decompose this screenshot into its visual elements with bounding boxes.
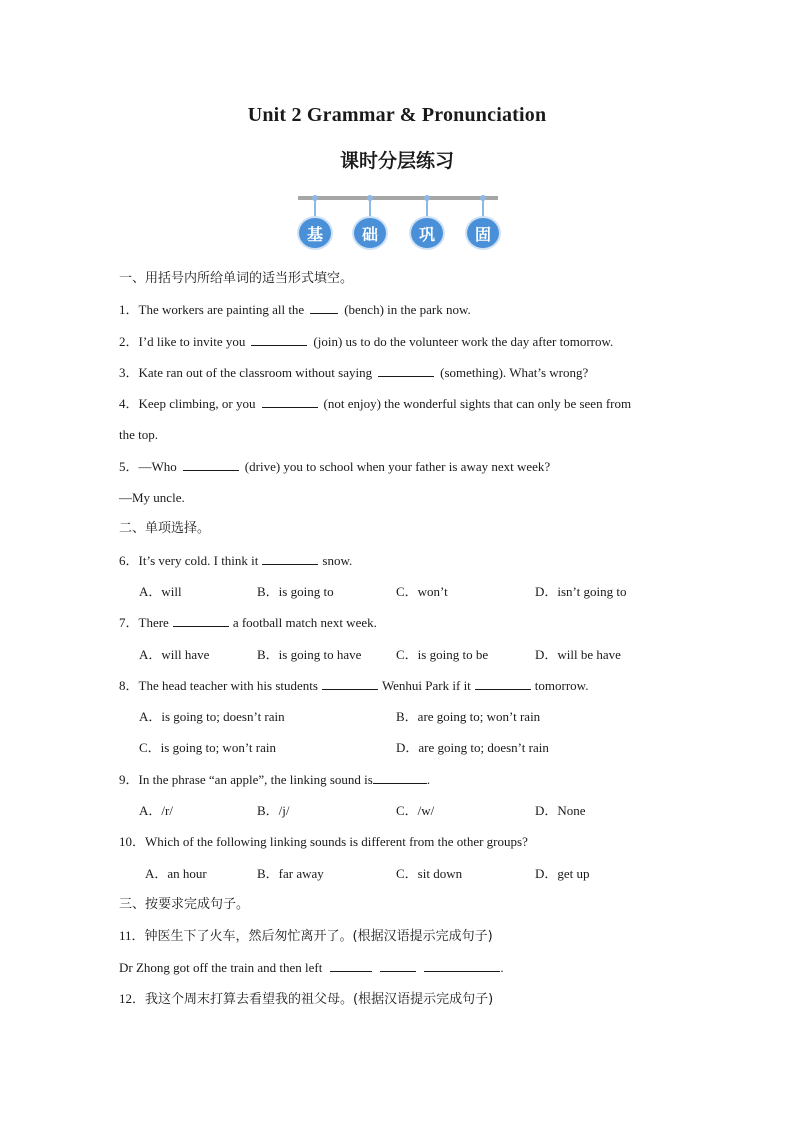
badge-gu: 固 (465, 216, 501, 250)
question-4-continued (119, 419, 689, 450)
question-text: Which of the following linking sounds is different from the other groups? (145, 834, 528, 850)
question-11 (119, 920, 689, 951)
option-c[interactable]: C．is going to; won’t rain (139, 740, 276, 756)
option-b[interactable]: B．is going to (257, 583, 334, 599)
page-title: Unit 2 Grammar & Pronunciation (247, 104, 547, 126)
question-10 (119, 826, 689, 857)
answer-blank[interactable] (322, 676, 378, 690)
answer-blank[interactable] (380, 958, 416, 972)
question-6 (119, 545, 689, 576)
answer-blank[interactable] (262, 551, 318, 565)
question-5 (119, 451, 689, 482)
question-number: 8． (119, 677, 139, 693)
question-text: . (426, 771, 431, 787)
question-number: 4． (119, 396, 139, 412)
banner-stem (369, 199, 371, 217)
option-c[interactable]: C．is going to be (396, 646, 489, 662)
question-11-sentence (119, 952, 689, 983)
question-number: 5． (119, 458, 139, 474)
question-8 (119, 670, 689, 701)
answer-blank[interactable] (373, 770, 427, 784)
question-number: 10． (119, 834, 146, 850)
option-c[interactable]: C．won’t (396, 583, 448, 599)
question-text: tomorrow. (534, 677, 589, 693)
question-7-options (119, 639, 689, 670)
option-a[interactable]: A．will have (139, 646, 210, 662)
question-2 (119, 326, 689, 357)
option-b[interactable]: B．is going to have (257, 646, 362, 662)
section-heading-2: 二、单项选择。 (119, 521, 211, 537)
question-text: (not enjoy) the wonderful sights that can only be seen from (323, 396, 632, 412)
question-6-options (119, 576, 689, 607)
answer-blank[interactable] (378, 363, 434, 377)
question-text: —Who (138, 458, 177, 474)
option-b[interactable]: B．/j/ (257, 803, 290, 819)
question-10-options (119, 858, 689, 889)
badge-ji: 基 (297, 216, 333, 250)
question-text: —My uncle. (119, 490, 185, 506)
option-d[interactable]: D．will be have (535, 646, 621, 662)
answer-blank[interactable] (330, 958, 372, 972)
option-d[interactable]: D．None (535, 803, 586, 819)
answer-blank[interactable] (173, 613, 229, 627)
answer-blank[interactable] (251, 332, 307, 346)
option-d[interactable]: D．isn’t going to (535, 583, 627, 599)
question-4 (119, 388, 689, 419)
answer-blank[interactable] (262, 394, 318, 408)
question-text: I’d like to invite you (138, 333, 246, 349)
option-a[interactable]: A．is going to; doesn’t rain (139, 709, 285, 725)
answer-blank[interactable] (310, 300, 338, 314)
question-text: (drive) you to school when your father is away next week? (244, 458, 551, 474)
question-number: 7． (119, 615, 139, 631)
question-text: (bench) in the park now. (344, 302, 471, 318)
option-a[interactable]: A．will (139, 583, 182, 599)
question-number: 9． (119, 771, 139, 787)
option-d[interactable]: D．get up (535, 865, 590, 881)
badge-chu: 础 (352, 216, 388, 250)
option-b[interactable]: B．are going to; won’t rain (396, 709, 541, 725)
question-text: (something). What’s wrong? (440, 364, 589, 380)
answer-blank[interactable] (475, 676, 531, 690)
question-number: 2． (119, 333, 139, 349)
question-8-options-row-1 (119, 701, 689, 732)
question-text: 钟医生下了火车，然后匆忙离开了。(根据汉语提示完成句子) (144, 929, 493, 945)
section-banner (296, 192, 500, 254)
exercise-content (119, 263, 689, 1014)
option-c[interactable]: C．/w/ (396, 803, 435, 819)
question-5-answer (119, 482, 689, 513)
option-d[interactable]: D．are going to; doesn’t rain (396, 740, 549, 756)
question-number: 1． (119, 302, 139, 318)
question-text: Kate ran out of the classroom without saying (138, 364, 373, 380)
question-text: It’s very cold. I think it (138, 552, 259, 568)
banner-stem (426, 199, 428, 217)
question-number: 6． (119, 552, 139, 568)
question-number: 3． (119, 364, 139, 380)
question-text: The workers are painting all the (138, 302, 305, 318)
question-3 (119, 357, 689, 388)
question-text: Keep climbing, or you (138, 396, 256, 412)
banner-bar (298, 196, 498, 200)
question-12 (119, 983, 689, 1014)
question-7 (119, 607, 689, 638)
banner-stem (482, 199, 484, 217)
question-text: 我这个周末打算去看望我的祖父母。(根据汉语提示完成句子) (145, 991, 494, 1007)
option-c[interactable]: C．sit down (396, 865, 463, 881)
question-text: snow. (322, 552, 353, 568)
question-text: There (138, 615, 169, 631)
question-text: In the phrase “an apple”, the linking sound is (138, 771, 373, 787)
question-8-options-row-2 (119, 732, 689, 763)
option-a[interactable]: A．an hour (145, 865, 207, 881)
banner-stem (314, 199, 316, 217)
page-subtitle: 课时分层练习 (339, 150, 454, 172)
question-1 (119, 294, 689, 325)
question-9-options (119, 795, 689, 826)
question-text: a football match next week. (232, 615, 377, 631)
option-b[interactable]: B．far away (257, 865, 324, 881)
question-text: the top. (119, 427, 158, 443)
answer-blank[interactable] (424, 958, 500, 972)
section-heading-3: 三、按要求完成句子。 (119, 896, 250, 912)
question-text: The head teacher with his students (138, 677, 318, 693)
question-text: Wenhui Park if it (381, 677, 471, 693)
section-heading-1: 一、用括号内所给单词的适当形式填空。 (119, 271, 354, 286)
answer-blank[interactable] (183, 457, 239, 471)
question-number: 12． (119, 990, 146, 1006)
question-9 (119, 764, 689, 795)
question-number: 11． (119, 928, 145, 944)
question-text: (join) us to do the volunteer work the day after tomorrow. (313, 333, 614, 349)
question-text: Dr Zhong got off the train and then left (119, 959, 323, 975)
question-text: . (500, 959, 504, 975)
badge-gong: 巩 (409, 216, 445, 250)
option-a[interactable]: A．/r/ (139, 803, 173, 819)
